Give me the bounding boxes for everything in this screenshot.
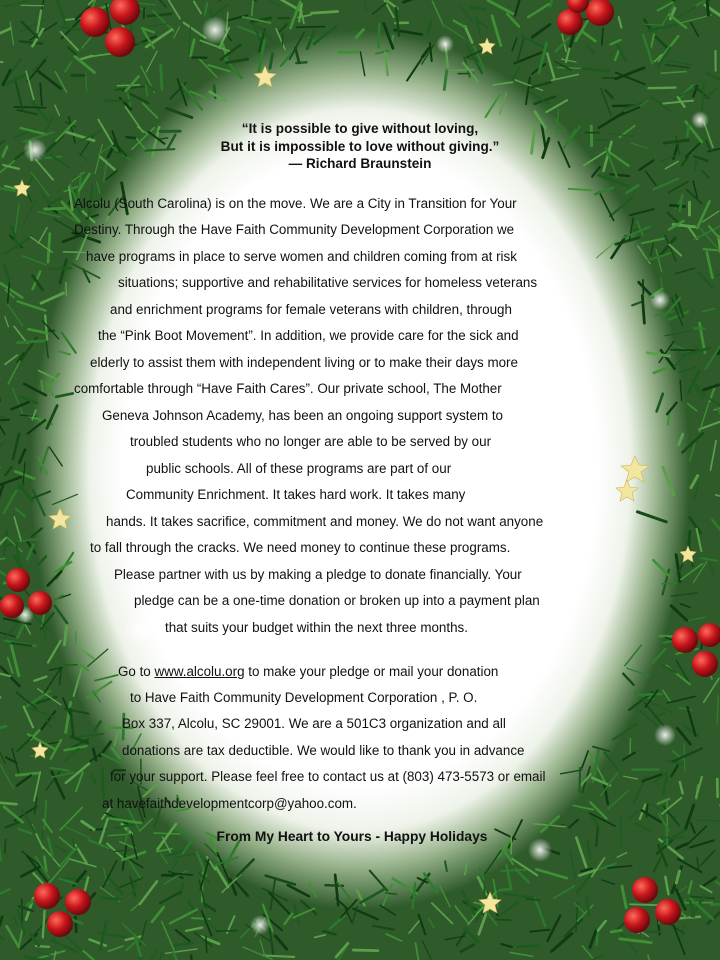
body-line: troubled students who no longer are able to be served by our: [130, 434, 492, 449]
body-line: and enrichment programs for female veterans with children, through: [110, 302, 512, 317]
body-line: to fall through the cracks. We need money to continue these programs.: [90, 540, 511, 555]
body-line: hands. It takes sacrifice, commitment and money. We do not want anyone: [106, 514, 544, 529]
donate-line-1: [118, 664, 498, 680]
donate-line: for your support. Please feel free to contact us at (803) 473-5573 or email: [110, 769, 546, 784]
closing-greeting: From My Heart to Yours - Happy Holidays: [216, 829, 488, 844]
body-line: Please partner with us by making a pledge to donate financially. Your: [114, 567, 522, 582]
body-line: pledge can be a one-time donation or broken up into a payment plan: [134, 593, 540, 608]
donate-line: to Have Faith Community Development Corporation , P. O.: [130, 690, 478, 705]
body-line: the “Pink Boot Movement”. In addition, we provide care for the sick and: [98, 328, 519, 343]
body-line: Alcolu (South Carolina) is on the move. We are a City in Transition for Your: [74, 196, 517, 211]
body-line: Community Enrichment. It takes hard work. It takes many: [126, 487, 466, 502]
body-line: public schools. All of these programs are part of our: [146, 461, 452, 476]
body-line: that suits your budget within the next three months.: [165, 620, 468, 635]
body-line: elderly to assist them with independent living or to make their days more: [90, 355, 518, 370]
donate-after-link: to make your pledge or mail your donation: [244, 664, 499, 679]
body-line: have programs in place to serve women and children coming from at risk: [86, 249, 517, 264]
quote-line-1: “It is possible to give without loving,: [241, 121, 479, 136]
donate-line: Box 337, Alcolu, SC 29001. We are a 501C3 organization and all: [122, 716, 506, 731]
body-line: situations; supportive and rehabilitative services for homeless veterans: [118, 275, 538, 290]
body-line: Destiny. Through the Have Faith Community Development Corporation we: [74, 222, 515, 237]
website-link[interactable]: www.alcolu.org: [154, 664, 245, 679]
donate-line-email: at havefaithdevelopmentcorp@yahoo.com.: [102, 796, 357, 811]
quote-author: — Richard Braunstein: [288, 156, 432, 171]
donate-go-to: Go to: [118, 664, 155, 679]
body-line: comfortable through “Have Faith Cares”. Our private school, The Mother: [74, 381, 502, 396]
donate-line: donations are tax deductible. We would like to thank you in advance: [122, 743, 525, 758]
body-line: Geneva Johnson Academy, has been an ongoing support system to: [102, 408, 503, 423]
quote-line-2: But it is impossible to love without giving.”: [220, 139, 500, 154]
